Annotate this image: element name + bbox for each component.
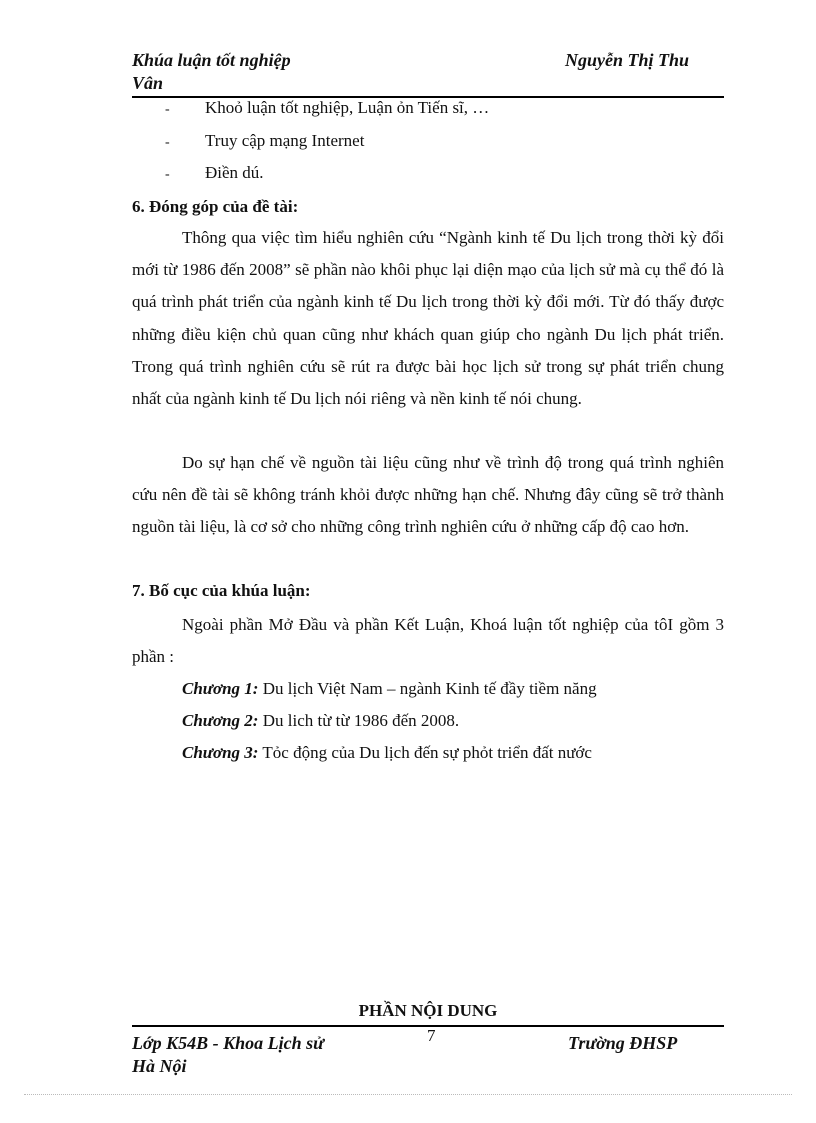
section-7-intro: Ngoài phần Mở Đầu và phần Kết Luận, Khoá luận tốt nghiệp của tôI gồm 3 phần :	[132, 615, 724, 667]
footer-left-line1: Lớp K54B - Khoa Lịch sử	[132, 1033, 324, 1053]
footer-right: Trường ĐHSP	[568, 1033, 678, 1053]
page-edge-divider	[24, 1094, 792, 1095]
list-item	[165, 98, 489, 118]
footer-left-line2: Hà Nội	[132, 1056, 187, 1076]
section-6-heading: 6. Đóng góp của đề tài:	[132, 197, 299, 216]
header-right: Nguyễn Thị Thu	[565, 50, 690, 70]
header-left-line1: Khúa luận tốt nghiệp	[132, 50, 291, 70]
chapter-line-2	[182, 711, 459, 731]
dash-bullet: -	[165, 167, 170, 182]
list-item-text: Điền dú.	[205, 163, 264, 182]
chapter-label: Chương 1:	[182, 679, 259, 698]
chapter-line-3	[182, 743, 592, 763]
chapter-line-1	[182, 679, 597, 699]
list-item	[165, 163, 264, 183]
chapter-title: Tỏc động của Du lịch đến sự phỏt triển đất nước	[258, 743, 592, 762]
section-6-paragraph-1: Thông qua việc tìm hiểu nghiên cứu “Ngành kinh tế Du lịch trong thời kỳ đổi mới từ 1986 đến 2008” sẽ phần nào khôi phục lại diện mạo của lịch sử mà cụ thể đó là quá trình phát triển của ngành kinh tế Du lịch trong thời kỳ đổi mới. Từ đó thấy được những điều kiện chủ quan cũng như khách quan giúp cho ngành Du lịch phát triển. Trong quá trình nghiên cứu sẽ rút ra được bài học lịch sử trong sự phát triển chung nhất của ngành kinh tế Du lịch nói riêng và nền kinh tế nói chung.	[132, 228, 724, 409]
section-7-heading: 7. Bố cục của khúa luận:	[132, 581, 311, 600]
page-number: 7	[427, 1026, 436, 1045]
chapter-title: Du lich từ từ 1986 đến 2008.	[258, 711, 460, 730]
section-title: PHẦN NỘI DUNG	[358, 1001, 498, 1020]
dash-bullet: -	[165, 102, 170, 117]
dash-bullet: -	[165, 135, 170, 150]
chapter-title: Du lịch Việt Nam – ngành Kinh tế đầy tiềm năng	[258, 679, 597, 698]
list-item	[165, 131, 364, 151]
header-left-line2: Vân	[132, 73, 164, 93]
chapter-label: Chương 3:	[182, 743, 259, 762]
list-item-text: Khoỏ luận tốt nghiệp, Luận ỏn Tiến sĩ, …	[205, 98, 490, 117]
list-item-text: Truy cập mạng Internet	[205, 131, 365, 150]
chapter-label: Chương 2:	[182, 711, 259, 730]
section-6-paragraph-2: Do sự hạn chế về nguồn tài liệu cũng như về trình độ trong quá trình nghiên cứu nên đề tài sẽ không tránh khỏi được những hạn chế. Nhưng đây cũng sẽ trở thành nguồn tài liệu, là cơ sở cho những công trình nghiên cứu ở những cấp độ cao hơn.	[132, 453, 724, 537]
